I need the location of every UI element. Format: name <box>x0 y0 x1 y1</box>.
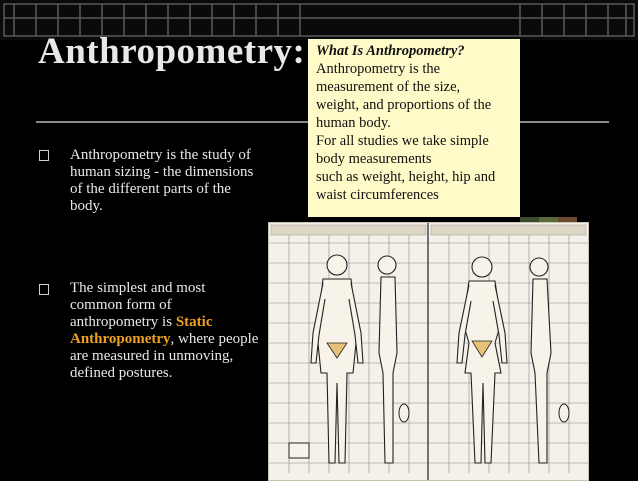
callout-line: such as weight, height, hip and <box>316 169 496 185</box>
callout-line: measurement of the size, <box>316 79 461 95</box>
callout-line: weight, and proportions of the <box>316 97 492 113</box>
anthropometric-chart-image <box>268 222 589 481</box>
callout-line: waist circumferences <box>316 187 439 203</box>
bullet-text-after: , where people are measured in unmoving, defined postures. <box>70 331 259 381</box>
callout-line: body measurements <box>316 151 432 167</box>
bullet-square-icon <box>39 150 49 161</box>
callout-line: Anthropometry is the <box>316 61 441 77</box>
callout-line: For all studies we take simple <box>316 133 489 149</box>
bullet-text-before: The simplest and most common form of anthropometry is <box>70 280 206 330</box>
bullet-definition: Anthropometry is the study of human sizing - the dimensions of the different parts of the body. <box>70 147 254 214</box>
callout-line: human body. <box>316 115 391 131</box>
bullet-static-anthropometry <box>70 280 260 382</box>
bullet-square-icon <box>39 284 49 295</box>
slide-title: Anthropometry: <box>38 31 306 72</box>
body-measurement-figures-illustration <box>269 223 588 480</box>
highlight-static-anthropometry: Static Anthropometry <box>70 314 213 347</box>
callout-question: What Is Anthropometry? <box>316 43 465 59</box>
definition-callout <box>308 39 520 217</box>
